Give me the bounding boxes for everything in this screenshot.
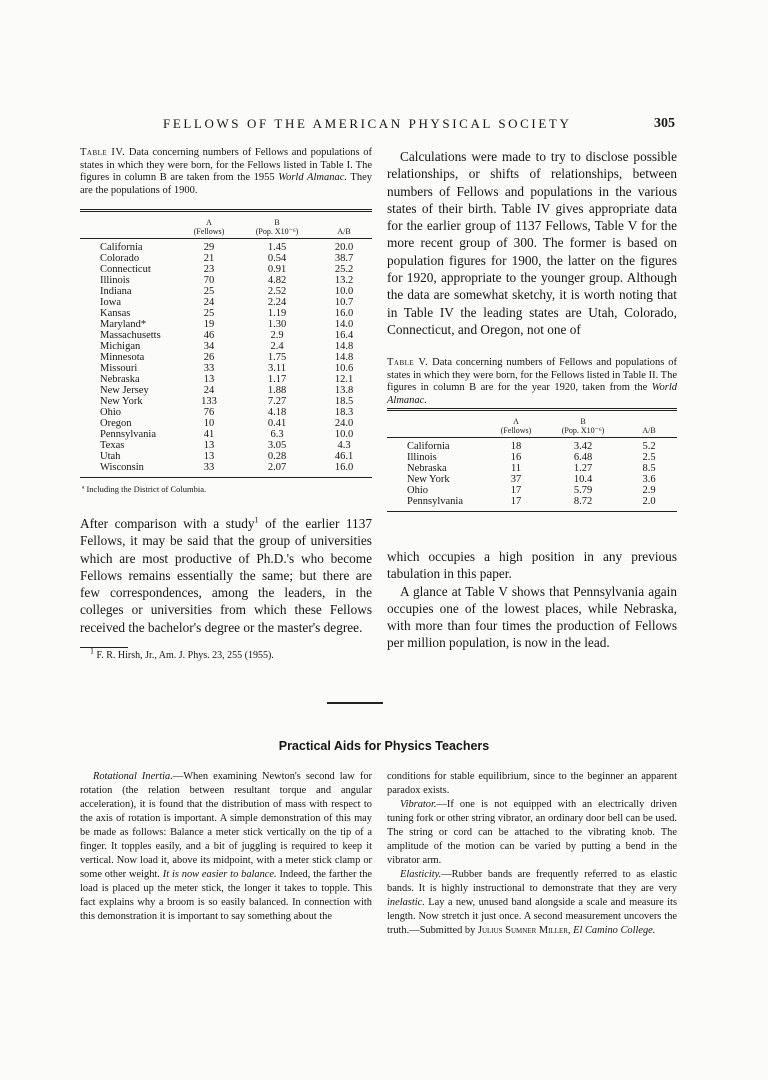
table4-value-cell: 0.54	[267, 253, 287, 264]
table4-value-cell: 1.75	[267, 352, 287, 363]
table5-row	[387, 463, 677, 474]
table5-value-cell: 17	[510, 496, 522, 507]
table4-value-cell: 33	[203, 462, 215, 473]
table4-value-cell: 14.8	[334, 341, 354, 352]
table4-value-cell: 38.7	[334, 253, 354, 264]
table4-row	[80, 451, 372, 462]
running-head: FELLOWS OF THE AMERICAN PHYSICAL SOCIETY	[163, 116, 572, 131]
table4-value-cell: 33	[203, 363, 215, 374]
table4	[80, 209, 372, 494]
table4-state-cell: Texas	[100, 440, 125, 451]
table5-value-cell: 3.6	[642, 474, 656, 485]
table4-row	[80, 440, 372, 451]
table4-value-cell: 2.4	[270, 341, 284, 352]
table4-value-cell: 12.1	[334, 374, 354, 385]
table4-row	[80, 385, 372, 396]
table5-value-cell: 17	[510, 485, 522, 496]
table4-value-cell: 133	[201, 396, 217, 407]
table4-value-cell: 20.0	[334, 242, 354, 253]
table4-row	[80, 286, 372, 297]
table4-state-cell: Indiana	[100, 286, 132, 297]
table4-value-cell: 16.0	[334, 462, 354, 473]
table4-value-cell: 10.0	[334, 429, 354, 440]
table4-row	[80, 264, 372, 275]
table4-value-cell: 13	[203, 440, 215, 451]
table4-value-cell: 6.3	[270, 429, 284, 440]
equilibrium-continuation: conditions for stable equilibrium, since to the beginner an apparent paradox exists.	[387, 771, 677, 796]
table4-value-cell: 4.18	[267, 407, 287, 418]
table4-row	[80, 297, 372, 308]
table5-col-b: B (Pop. X10⁻⁶)	[561, 417, 605, 435]
table4-value-cell: 2.24	[267, 297, 287, 308]
table4-value-cell: 1.30	[267, 319, 287, 330]
table4-value-cell: 1.19	[267, 308, 287, 319]
table4-value-cell: 1.45	[267, 242, 287, 253]
table4-value-cell: 19	[203, 319, 215, 330]
table4-body	[80, 239, 372, 474]
table4-col-b: B (Pop. X10⁻⁶)	[255, 218, 299, 236]
table4-value-cell: 13	[203, 374, 215, 385]
table4-value-cell: 21	[203, 253, 215, 264]
table4-state-cell: Utah	[100, 451, 121, 462]
table4-caption-text: Data concerning numbers of Fellows and populations of states in which they were born, for the Fellows listed in Table I. The figures in column B are taken from the 1955	[80, 147, 372, 183]
table4-value-cell: 16.4	[334, 330, 354, 341]
vibrator-paragraph: Vibrator.—If one is not equipped with an electrically driven tuning fork or other string vibrator, an ordinary door bell can be used. The string or cord can be attached to the vibrating knob. The amplitude of the motion can be varied by putting a bend in the vibrator arm.	[387, 799, 677, 866]
table5-value-cell: 11	[510, 463, 522, 474]
table4-value-cell: 25.2	[334, 264, 354, 275]
table4-row	[80, 275, 372, 286]
table4-value-cell: 25	[203, 308, 215, 319]
table5-row	[387, 474, 677, 485]
section-separator	[327, 702, 383, 704]
table4-state-cell: Massachusetts	[100, 330, 161, 341]
right-paragraph-3: A glance at Table V shows that Pennsylvania again occupies one of the lowest places, while Nebraska, with more than four times the production of Fellows per million population, is now in the lead.	[387, 583, 677, 651]
footnote-rule	[80, 647, 128, 648]
table4-value-cell: 13.2	[334, 275, 354, 286]
table4-col-ab: A/B	[337, 227, 351, 236]
table4-value-cell: 46.1	[334, 451, 354, 462]
table4-value-cell: 10.6	[334, 363, 354, 374]
left-paragraph: After comparison with a study$^1$ of the earlier 1137 Fellows, it may be said that the group of universities which are most productive of Ph.D.'s who become Fellows remains essentially the same; but there are few correspondences, among the leaders, in the colleges or universities from which these Fellows received the bachelor's degree or the master's degree.	[80, 515, 373, 635]
table5-value-cell: 10.4	[573, 474, 593, 485]
table4-value-cell: 4.3	[337, 440, 351, 451]
table5-state-cell: California	[407, 441, 450, 452]
table4-value-cell: 46	[203, 330, 215, 341]
table4-value-cell: 18.3	[334, 407, 354, 418]
right-paragraph-2: which occupies a high position in any previous tabulation in this paper.	[387, 549, 677, 582]
author-name: Julius Sumner Miller,	[477, 925, 571, 936]
table4-value-cell: 14.8	[334, 352, 354, 363]
table4-value-cell: 0.41	[267, 418, 287, 429]
table4-row	[80, 239, 372, 254]
table5-value-cell: 2.5	[642, 452, 656, 463]
table4-value-cell: 2.07	[267, 462, 287, 473]
table4-row	[80, 330, 372, 341]
table5-state-cell: Pennsylvania	[407, 496, 463, 507]
table4-value-cell: 16.0	[334, 308, 354, 319]
table5-state-cell: Ohio	[407, 485, 428, 496]
table5-value-cell: 8.5	[642, 463, 656, 474]
table4-row	[80, 363, 372, 374]
table4-value-cell: 10.7	[334, 297, 354, 308]
table4-value-cell: 18.5	[334, 396, 354, 407]
table5-value-cell: 16	[510, 452, 522, 463]
table4-row	[80, 319, 372, 330]
table4-row	[80, 253, 372, 264]
table4-row	[80, 396, 372, 407]
table5-caption-text: Data concerning numbers of Fellows and populations of states in which they were born, for the Fellows listed in Table II. The figures in column B are for the year 1920, taken from the	[387, 357, 677, 393]
table4-value-cell: 23	[203, 264, 215, 275]
table5-value-cell: 37	[510, 474, 522, 485]
table4-value-cell: 3.05	[267, 440, 287, 451]
table4-value-cell: 24	[203, 297, 215, 308]
table5-value-cell: 3.42	[573, 441, 593, 452]
table4-value-cell: 4.82	[267, 275, 287, 286]
table4-value-cell: 13.8	[334, 385, 354, 396]
table4-caption-italic: World Almanac.	[278, 172, 347, 183]
table4-caption	[80, 147, 372, 197]
table4-state-cell: Connecticut	[100, 264, 151, 275]
table4-state-cell: Minnesota	[100, 352, 145, 363]
table4-row	[80, 374, 372, 385]
table5-caption	[387, 357, 677, 407]
right-body-top	[387, 148, 677, 338]
table4-state-cell: Illinois	[100, 275, 130, 286]
table4-row	[80, 429, 372, 440]
table4-state-cell: Wisconsin	[100, 462, 144, 473]
table4-caption-end: They are the populations of 1900.	[80, 172, 372, 196]
table4-value-cell: 13	[203, 451, 215, 462]
table5-value-cell: 6.48	[573, 452, 593, 463]
table4-row	[80, 352, 372, 363]
table4-value-cell: 70	[203, 275, 215, 286]
table4-value-cell: 10	[203, 418, 215, 429]
table5-state-cell: Nebraska	[407, 463, 447, 474]
table4-state-cell: New Jersey	[100, 385, 149, 396]
table5-caption-italic: World Almanac.	[387, 382, 677, 406]
left-body	[80, 515, 372, 636]
table4-row	[80, 462, 372, 473]
page-number: 305	[654, 116, 675, 131]
table5-body	[387, 438, 677, 508]
table4-value-cell: 14.0	[334, 319, 354, 330]
table4-value-cell: 0.91	[267, 264, 287, 275]
table4-col-a: A (Fellows)	[193, 218, 225, 236]
reference-footnote: $^1$ F. R. Hirsh, Jr., Am. J. Phys. 23, 255 (1955).	[90, 646, 274, 661]
rotational-inertia-paragraph: Rotational Inertia.—When examining Newton's second law for rotation (the relation between resultant torque and angular acceleration), it is found that the distribution of mass with respect to the axis of rotation is important. A simple demonstration of this may be made as follows: Balance a meter stick vertically on the tip of a finger. It topples easily, and a bit of juggling is required to keep it vertical. Now load it, above its midpoint, with a meter stick clamp or some other weight. It is now easier to balance. Indeed, the farther the load is placed up the meter stick, the longer it takes to topple. This fact explains why a broom is so easily balanced. In connection with this demonstration it is important to say something about the	[80, 771, 373, 922]
table4-value-cell: 34	[203, 341, 215, 352]
table4-value-cell: 7.27	[267, 396, 287, 407]
table4-state-cell: Iowa	[100, 297, 121, 308]
table4-row	[80, 308, 372, 319]
section-title: Practical Aids for Physics Teachers	[278, 739, 490, 753]
right-paragraph-1: Calculations were made to try to disclose possible relationships, or shifts of relationships, between numbers of Fellows and populations in the various states of their birth. Table IV gives appropriate data for the earlier group of 1137 Fellows, Table V for the more recent group of 300. The former is based on population figures for 1900, the latter on the figures for 1920, appropriate to the younger group. Although the data are somewhat sketchy, it is worth noting that in Table IV the leading states are Utah, Colorado, Connecticut, and Oregon, not one of	[387, 149, 677, 337]
table5-value-cell: 1.27	[573, 463, 593, 474]
table4-row	[80, 418, 372, 429]
table4-state-cell: Ohio	[100, 407, 121, 418]
table4-value-cell: 1.17	[267, 374, 287, 385]
table5-value-cell: 18	[510, 441, 522, 452]
table5-label: Table V.	[387, 357, 429, 368]
table4-state-cell: Maryland*	[100, 319, 147, 330]
table4-state-cell: Oregon	[100, 418, 132, 429]
table5-state-cell: New York	[407, 474, 450, 485]
table4-footnote: ª Including the District of Columbia.	[82, 484, 207, 494]
practical-aids-right	[387, 770, 677, 938]
elasticity-paragraph: Elasticity.—Rubber bands are frequently referred to as elastic bands. It is highly instructional to demonstrate that they are very inelastic. Lay a new, unused band alongside a scale and measure its length. Now stretch it just once. A second measurement uncovers the truth.—Submitted by Julius Sumner Miller, El Camino College.	[387, 869, 677, 936]
table5-value-cell: 2.0	[642, 496, 656, 507]
author-college: El Camino College.	[573, 925, 656, 936]
table5-col-a: A (Fellows)	[500, 417, 532, 435]
table4-value-cell: 76	[203, 407, 215, 418]
table4-label: Table IV.	[80, 147, 126, 158]
table4-value-cell: 24.0	[334, 418, 354, 429]
table4-value-cell: 10.0	[334, 286, 354, 297]
table5-row	[387, 485, 677, 496]
table5-value-cell: 5.79	[573, 485, 593, 496]
table4-state-cell: Michigan	[100, 341, 141, 352]
table5-row	[387, 452, 677, 463]
table4-value-cell: 1.88	[267, 385, 287, 396]
table4-value-cell: 2.9	[270, 330, 284, 341]
table4-state-cell: California	[100, 242, 143, 253]
table4-state-cell: Missouri	[100, 363, 138, 374]
table4-value-cell: 0.28	[267, 451, 287, 462]
table5-col-ab: A/B	[642, 426, 656, 435]
table4-value-cell: 41	[203, 429, 215, 440]
table4-row	[80, 341, 372, 352]
table5-value-cell: 8.72	[573, 496, 593, 507]
table5-row	[387, 438, 677, 453]
table4-state-cell: Colorado	[100, 253, 140, 264]
table5-state-cell: Illinois	[407, 452, 437, 463]
table4-value-cell: 2.52	[267, 286, 287, 297]
practical-aids-left	[80, 770, 372, 924]
table4-value-cell: 3.11	[268, 363, 286, 374]
table4-value-cell: 29	[203, 242, 215, 253]
table5-value-cell: 2.9	[642, 485, 656, 496]
table5	[387, 408, 677, 512]
table4-value-cell: 25	[203, 286, 215, 297]
table4-state-cell: Nebraska	[100, 374, 140, 385]
table4-state-cell: Pennsylvania	[100, 429, 156, 440]
right-body-bottom	[387, 548, 677, 652]
table4-state-cell: New York	[100, 396, 143, 407]
table4-state-cell: Kansas	[100, 308, 131, 319]
table5-value-cell: 5.2	[642, 441, 656, 452]
table4-row	[80, 407, 372, 418]
table5-row	[387, 496, 677, 507]
table4-value-cell: 26	[203, 352, 215, 363]
table4-value-cell: 24	[203, 385, 215, 396]
